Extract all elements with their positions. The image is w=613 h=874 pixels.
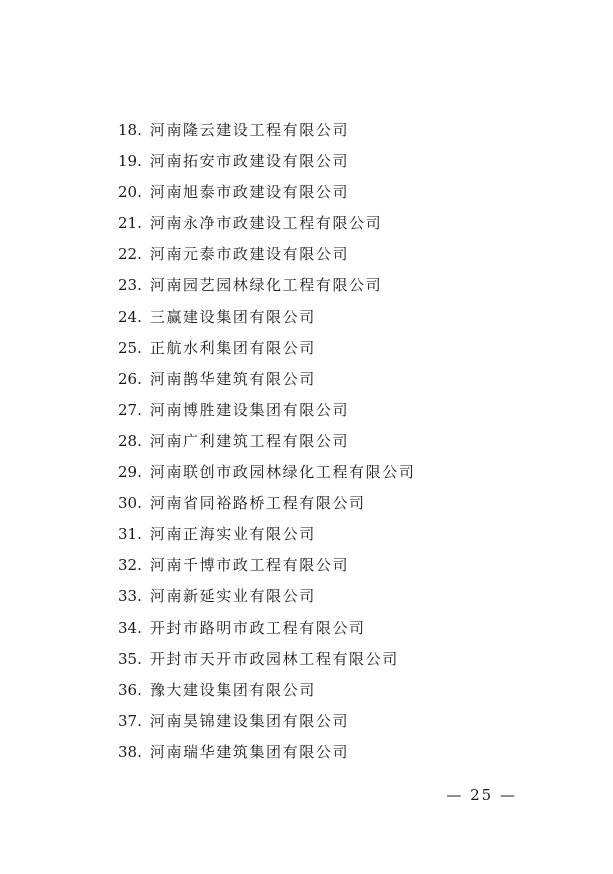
company-name: 河南瑞华建筑集团有限公司 <box>149 742 350 761</box>
item-number: 34. <box>118 618 142 637</box>
company-name: 开封市天开市政园林工程有限公司 <box>149 649 399 668</box>
item-number: 35. <box>118 649 142 668</box>
company-name: 豫大建设集团有限公司 <box>149 680 316 699</box>
company-name: 河南省同裕路桥工程有限公司 <box>149 494 366 513</box>
company-name: 河南园艺园林绿化工程有限公司 <box>149 276 383 295</box>
list-item <box>118 146 415 177</box>
list-item <box>118 364 415 395</box>
company-name: 河南鹊华建筑有限公司 <box>149 369 316 388</box>
item-number: 19. <box>118 152 142 171</box>
list-item <box>118 488 415 519</box>
item-number: 31. <box>118 525 142 544</box>
list-item <box>118 302 415 333</box>
company-name: 河南博胜建设集团有限公司 <box>149 400 350 419</box>
list-item <box>118 675 415 706</box>
item-number: 26. <box>118 369 142 388</box>
item-number: 22. <box>118 245 142 264</box>
list-item <box>118 333 415 364</box>
company-name: 河南元泰市政建设有限公司 <box>149 245 350 264</box>
company-name: 河南联创市政园林绿化工程有限公司 <box>149 463 416 482</box>
company-name: 开封市路明市政工程有限公司 <box>149 618 366 637</box>
item-number: 27. <box>118 400 142 419</box>
list-item <box>118 208 415 239</box>
list-item <box>118 613 415 644</box>
company-name: 河南旭泰市政建设有限公司 <box>149 183 350 202</box>
list-item <box>118 550 415 581</box>
list-item <box>118 239 415 270</box>
list-item <box>118 115 415 146</box>
item-number: 24. <box>118 307 142 326</box>
item-number: 28. <box>118 431 142 450</box>
item-number: 38. <box>118 742 142 761</box>
company-name: 河南广利建筑工程有限公司 <box>149 431 350 450</box>
company-name: 河南新延实业有限公司 <box>149 587 316 606</box>
list-item <box>118 644 415 675</box>
item-number: 21. <box>118 214 142 233</box>
item-number: 25. <box>118 338 142 357</box>
item-number: 29. <box>118 463 142 482</box>
item-number: 36. <box>118 680 142 699</box>
company-name: 三赢建设集团有限公司 <box>149 307 316 326</box>
item-number: 30. <box>118 494 142 513</box>
list-item <box>118 177 415 208</box>
company-name: 河南昊锦建设集团有限公司 <box>149 711 350 730</box>
company-name: 河南拓安市政建设有限公司 <box>149 152 350 171</box>
item-number: 37. <box>118 711 142 730</box>
company-name: 河南隆云建设工程有限公司 <box>149 121 350 139</box>
list-item <box>118 426 415 457</box>
list-item <box>118 457 415 488</box>
company-name: 河南永净市政建设工程有限公司 <box>149 214 383 233</box>
list-item <box>118 395 415 426</box>
list-item <box>118 737 415 768</box>
company-name: 河南千博市政工程有限公司 <box>149 556 350 575</box>
company-name: 正航水利集团有限公司 <box>149 338 316 357</box>
list-item <box>118 581 415 612</box>
page-number: — 25 — <box>446 786 517 804</box>
list-item <box>118 706 415 737</box>
item-number: 18. <box>118 121 142 139</box>
item-number: 32. <box>118 556 142 575</box>
company-name: 河南正海实业有限公司 <box>149 525 316 544</box>
item-number: 33. <box>118 587 142 606</box>
list-item <box>118 519 415 550</box>
item-number: 23. <box>118 276 142 295</box>
list-item <box>118 270 415 301</box>
item-number: 20. <box>118 183 142 202</box>
company-list <box>118 115 415 768</box>
